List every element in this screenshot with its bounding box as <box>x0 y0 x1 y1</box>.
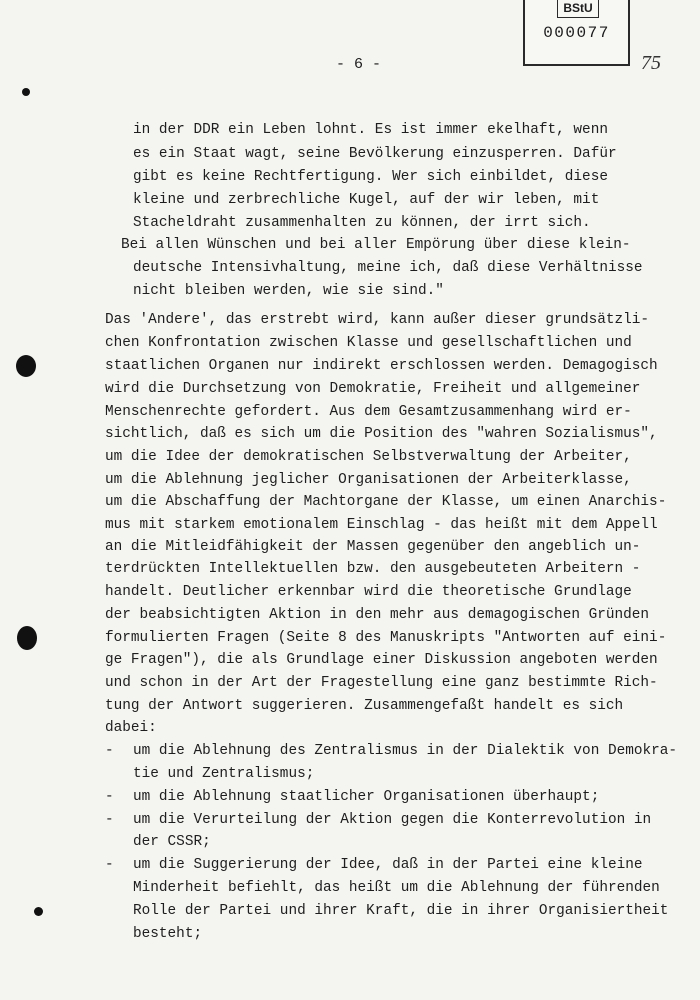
list-item-line: um die Ablehnung des Zentralismus in der Dialektik von Demokra- <box>133 743 678 759</box>
list-item-line: um die Ablehnung staatlicher Organisationen überhaupt; <box>133 789 600 805</box>
archive-stamp <box>523 0 630 66</box>
folio-number: 75 <box>641 52 661 74</box>
quote-line: deutsche Intensivhaltung, meine ich, daß diese Verhältnisse <box>133 260 643 276</box>
body-line: tung der Antwort suggerieren. Zusammengefaßt handelt es sich <box>105 698 624 714</box>
list-item-line: um die Suggerierung der Idee, daß in der Partei eine kleine <box>133 857 643 873</box>
body-line: mus mit starkem emotionalem Einschlag - das heißt mit dem Appell <box>105 517 658 533</box>
body-line: und schon in der Art der Fragestellung eine ganz bestimmte Rich- <box>105 675 658 691</box>
list-dash: - <box>105 789 114 805</box>
body-line: handelt. Deutlicher erkennbar wird die theoretische Grundlage <box>105 584 632 600</box>
list-item-line: der CSSR; <box>133 834 211 850</box>
list-dash: - <box>105 857 114 873</box>
punch-hole-mark <box>34 907 43 916</box>
body-line: um die Idee der demokratischen Selbstverwaltung der Arbeiter, <box>105 449 632 465</box>
quote-line: kleine und zerbrechliche Kugel, auf der wir leben, mit <box>133 192 600 208</box>
list-item-line: besteht; <box>133 926 203 942</box>
body-line: der beabsichtigten Aktion in den mehr aus demagogischen Gründen <box>105 607 650 623</box>
quote-line: Bei allen Wünschen und bei aller Empörung über diese klein- <box>121 237 631 253</box>
body-line: Menschenrechte gefordert. Aus dem Gesamtzusammenhang wird er- <box>105 404 632 420</box>
page-number: - 6 - <box>336 56 382 73</box>
body-line: um die Abschaffung der Machtorgane der Klasse, um einen Anarchis- <box>105 494 667 510</box>
body-line: ge Fragen"), die als Grundlage einer Diskussion angeboten werden <box>105 652 658 668</box>
punch-hole-mark <box>17 626 37 650</box>
quote-line: gibt es keine Rechtfertigung. Wer sich einbildet, diese <box>133 169 608 185</box>
list-item-line: Minderheit befiehlt, das heißt um die Ablehnung der führenden <box>133 880 660 896</box>
body-line: staatlichen Organen nur indirekt erschlossen werden. Demagogisch <box>105 358 658 374</box>
quote-line: Stacheldraht zusammenhalten zu können, der irrt sich. <box>133 215 591 231</box>
body-line: sichtlich, daß es sich um die Position des "wahren Sozialismus", <box>105 426 658 442</box>
quote-line: in der DDR ein Leben lohnt. Es ist immer ekelhaft, wenn <box>133 122 608 138</box>
body-line: wird die Durchsetzung von Demokratie, Freiheit und allgemeiner <box>105 381 641 397</box>
body-line: um die Ablehnung jeglicher Organisationen der Arbeiterklasse, <box>105 472 632 488</box>
list-dash: - <box>105 743 114 759</box>
list-item-line: tie und Zentralismus; <box>133 766 315 782</box>
body-line: dabei: <box>105 720 157 736</box>
body-line: formulierten Fragen (Seite 8 des Manuskripts "Antworten auf eini- <box>105 630 667 646</box>
stamp-label: BStU <box>557 0 599 18</box>
list-item-line: Rolle der Partei und ihrer Kraft, die in ihrer Organisiertheit <box>133 903 669 919</box>
punch-hole-mark <box>22 88 30 96</box>
body-line: Das 'Andere', das erstrebt wird, kann außer dieser grundsätzli- <box>105 312 650 328</box>
body-line: chen Konfrontation zwischen Klasse und gesellschaftlichen und <box>105 335 632 351</box>
body-line: an die Mitleidfähigkeit der Massen gegenüber den angeblich un- <box>105 539 641 555</box>
quote-line: es ein Staat wagt, seine Bevölkerung einzusperren. Dafür <box>133 146 617 162</box>
punch-hole-mark <box>16 355 36 377</box>
list-item-line: um die Verurteilung der Aktion gegen die Konterrevolution in <box>133 812 652 828</box>
list-dash: - <box>105 812 114 828</box>
stamp-number: 000077 <box>543 24 610 42</box>
body-line: terdrückten Intellektuellen bzw. den ausgebeuteten Arbeitern - <box>105 561 641 577</box>
quote-line: nicht bleiben werden, wie sie sind." <box>133 283 444 299</box>
